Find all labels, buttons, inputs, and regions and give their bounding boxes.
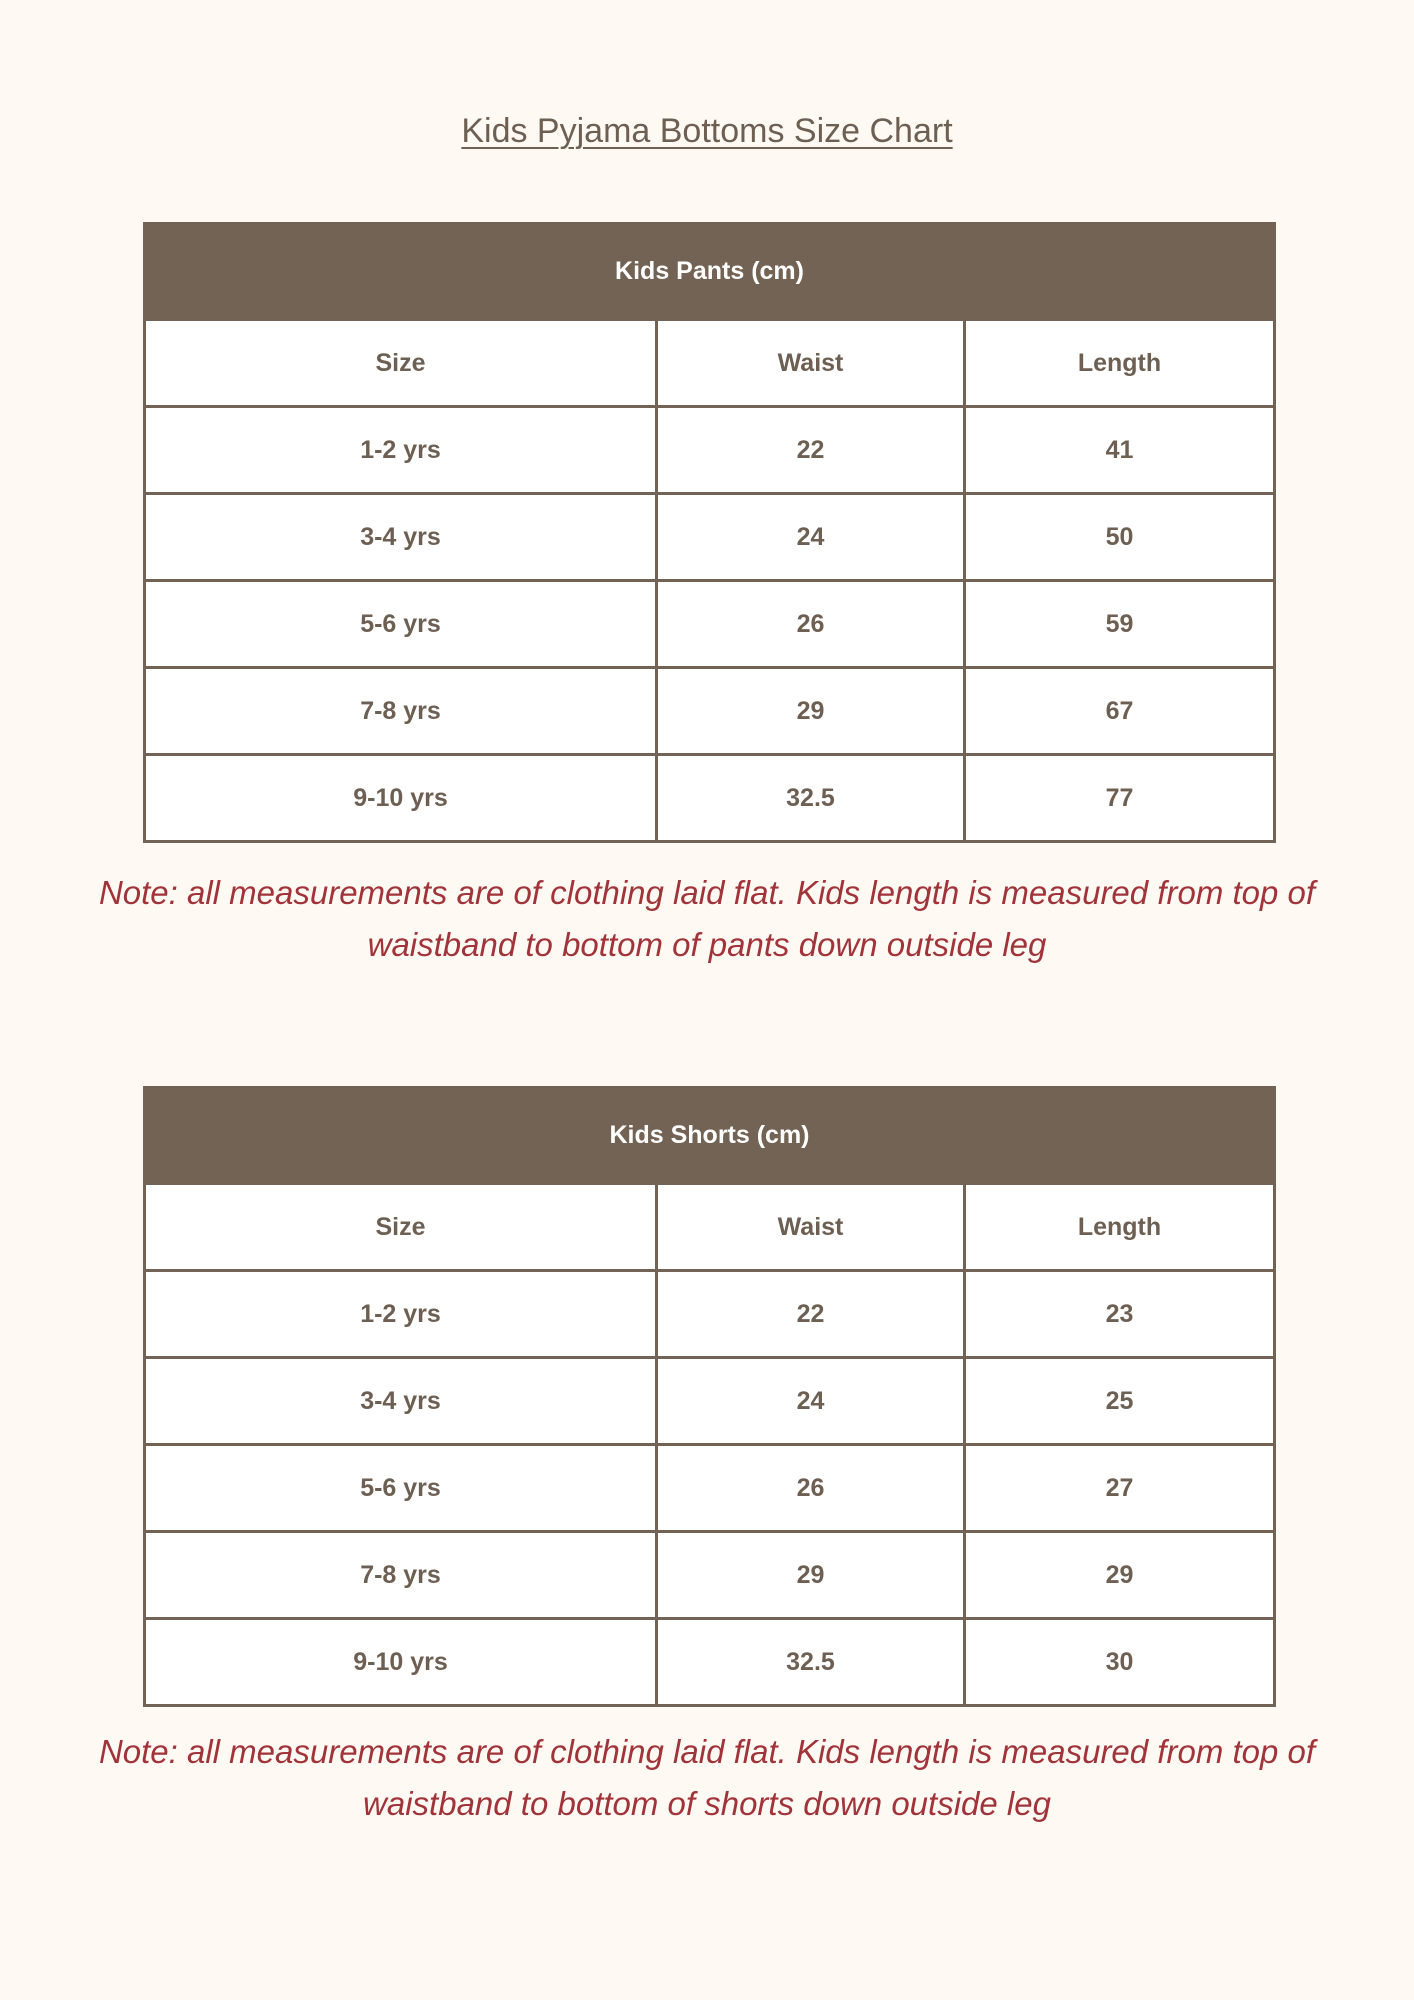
size-cell: 3-4 yrs [145, 1358, 657, 1445]
waist-cell: 26 [657, 581, 965, 668]
length-cell: 29 [965, 1532, 1275, 1619]
pants-header-size: Size [145, 320, 657, 407]
length-cell: 23 [965, 1271, 1275, 1358]
length-cell: 59 [965, 581, 1275, 668]
waist-cell: 32.5 [657, 755, 965, 842]
table-row [145, 755, 1275, 842]
size-cell: 7-8 yrs [145, 668, 657, 755]
waist-cell: 29 [657, 1532, 965, 1619]
pants-header-length: Length [965, 320, 1275, 407]
waist-cell: 22 [657, 407, 965, 494]
size-cell: 1-2 yrs [145, 407, 657, 494]
shorts-size-table [143, 1086, 1276, 1707]
table-row [145, 1358, 1275, 1445]
pants-header-row [145, 320, 1275, 407]
shorts-header-row [145, 1184, 1275, 1271]
table-row [145, 1619, 1275, 1706]
pants-header-waist: Waist [657, 320, 965, 407]
waist-cell: 29 [657, 668, 965, 755]
length-cell: 50 [965, 494, 1275, 581]
length-cell: 25 [965, 1358, 1275, 1445]
length-cell: 67 [965, 668, 1275, 755]
table-row [145, 1445, 1275, 1532]
shorts-header-length: Length [965, 1184, 1275, 1271]
pants-table-caption: Kids Pants (cm) [145, 224, 1275, 320]
waist-cell: 26 [657, 1445, 965, 1532]
size-cell: 5-6 yrs [145, 1445, 657, 1532]
shorts-measurement-note: Note: all measurements are of clothing laid flat. Kids length is measured from top of waistband to bottom of shorts down outside leg [98, 1733, 1316, 1822]
shorts-header-size: Size [145, 1184, 657, 1271]
waist-cell: 24 [657, 494, 965, 581]
table-row [145, 407, 1275, 494]
waist-cell: 32.5 [657, 1619, 965, 1706]
waist-cell: 22 [657, 1271, 965, 1358]
table-row [145, 581, 1275, 668]
table-row [145, 668, 1275, 755]
shorts-header-waist: Waist [657, 1184, 965, 1271]
page-title: Kids Pyjama Bottoms Size Chart [461, 112, 953, 150]
pants-size-table [143, 222, 1276, 843]
table-row [145, 494, 1275, 581]
size-cell: 1-2 yrs [145, 1271, 657, 1358]
size-cell: 9-10 yrs [145, 755, 657, 842]
pants-measurement-note: Note: all measurements are of clothing laid flat. Kids length is measured from top of waistband to bottom of pants down outside leg [98, 874, 1316, 963]
table-row [145, 1271, 1275, 1358]
length-cell: 30 [965, 1619, 1275, 1706]
size-cell: 3-4 yrs [145, 494, 657, 581]
length-cell: 27 [965, 1445, 1275, 1532]
table-row [145, 1532, 1275, 1619]
length-cell: 77 [965, 755, 1275, 842]
shorts-table-caption: Kids Shorts (cm) [145, 1088, 1275, 1184]
length-cell: 41 [965, 407, 1275, 494]
size-cell: 7-8 yrs [145, 1532, 657, 1619]
size-cell: 5-6 yrs [145, 581, 657, 668]
waist-cell: 24 [657, 1358, 965, 1445]
size-cell: 9-10 yrs [145, 1619, 657, 1706]
